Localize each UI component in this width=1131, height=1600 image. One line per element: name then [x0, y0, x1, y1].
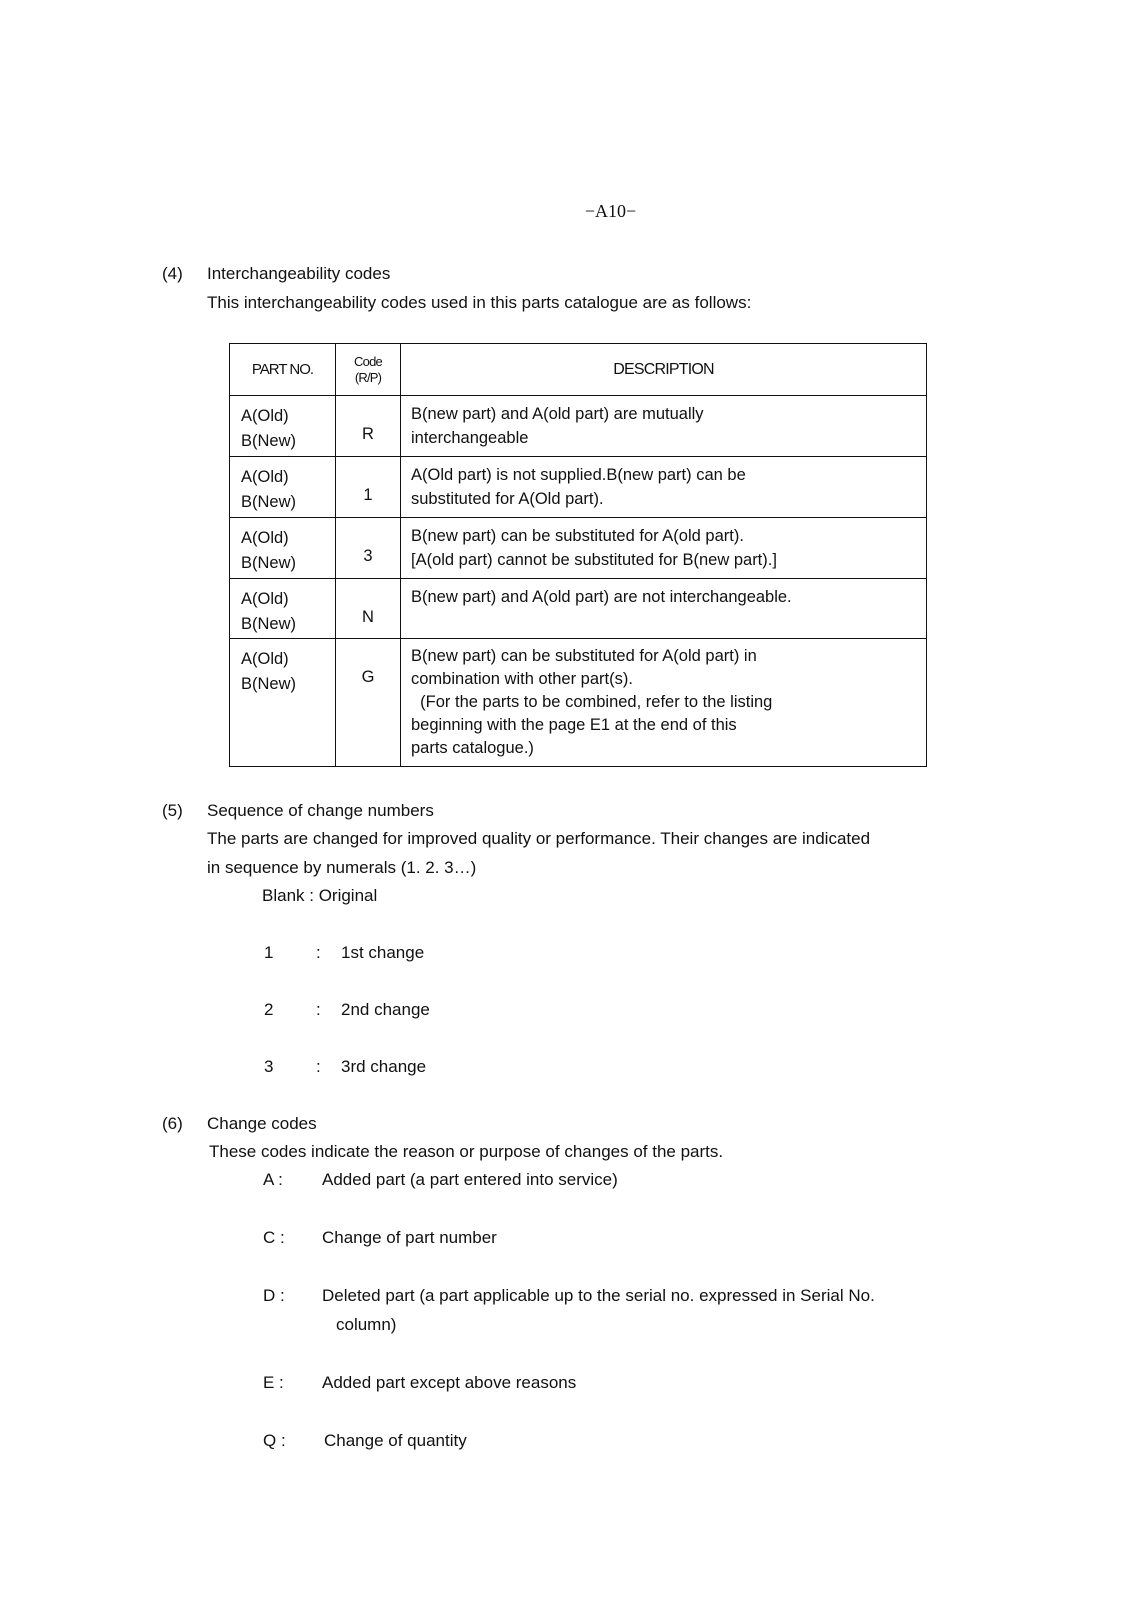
- change-number: 2: [264, 1000, 274, 1019]
- change-code-description-continued: column): [336, 1315, 397, 1334]
- code-value: 3: [363, 547, 373, 565]
- separator: :: [316, 943, 321, 962]
- change-code: D :: [263, 1286, 285, 1305]
- code-cell: [336, 518, 401, 579]
- part-cell: [230, 579, 336, 639]
- part-new: B(New): [241, 493, 297, 511]
- part-new: B(New): [241, 554, 297, 572]
- description-line: B(new part) can be substituted for A(old part).: [411, 527, 744, 545]
- header-description: DESCRIPTION: [401, 344, 927, 396]
- description-line: B(new part) and A(old part) are mutually: [411, 405, 704, 423]
- table-row: [230, 579, 927, 639]
- change-label: 3rd change: [341, 1057, 427, 1076]
- change-code-description: Deleted part (a part applicable up to the serial no. expressed in Serial No.: [322, 1286, 875, 1305]
- code-cell: [336, 396, 401, 457]
- separator: :: [316, 1057, 321, 1076]
- change-label: 2nd change: [341, 1000, 430, 1019]
- description-line: combination with other part(s).: [411, 670, 633, 688]
- section-number: (6): [162, 1114, 183, 1133]
- code-cell: [336, 457, 401, 518]
- code-cell: [336, 579, 401, 639]
- blank-original: Blank : Original: [262, 886, 378, 905]
- description-line: B(new part) and A(old part) are not interchangeable.: [411, 588, 792, 606]
- code-cell: [336, 639, 401, 767]
- header-code-top: Code: [354, 353, 382, 369]
- description-line: A(Old part) is not supplied.B(new part) can be: [411, 466, 746, 484]
- description-line: parts catalogue.): [411, 739, 534, 757]
- description-line: interchangeable: [411, 429, 529, 447]
- description-cell: [401, 639, 927, 767]
- separator: :: [316, 1000, 321, 1019]
- part-old: A(Old): [241, 529, 289, 547]
- change-label: 1st change: [341, 943, 425, 962]
- change-code: A :: [263, 1170, 283, 1189]
- part-old: A(Old): [241, 468, 289, 486]
- description-cell: [401, 457, 927, 518]
- section-body-line: The parts are changed for improved quality or performance. Their changes are indicated: [207, 829, 871, 848]
- change-code: E :: [263, 1373, 284, 1392]
- code-value: R: [362, 425, 374, 443]
- description-line: [A(old part) cannot be substituted for B(new part).]: [411, 551, 777, 569]
- change-number: 3: [264, 1057, 274, 1076]
- part-cell: [230, 457, 336, 518]
- section-intro: These codes indicate the reason or purpose of changes of the parts.: [209, 1142, 724, 1161]
- part-cell: [230, 639, 336, 767]
- header-part-no: PART NO.: [230, 344, 336, 396]
- part-cell: [230, 396, 336, 457]
- description-line: beginning with the page E1 at the end of this: [411, 716, 737, 734]
- code-value: N: [362, 608, 374, 626]
- interchangeability-table: [229, 343, 927, 767]
- change-number: 1: [264, 943, 274, 962]
- table-row: [230, 396, 927, 457]
- code-value: 1: [363, 486, 373, 504]
- description-cell: [401, 518, 927, 579]
- description-line: substituted for A(Old part).: [411, 490, 604, 508]
- change-code-description: Added part except above reasons: [322, 1373, 577, 1392]
- description-line: B(new part) can be substituted for A(old part) in: [411, 647, 757, 665]
- table-header-row: [230, 344, 927, 396]
- section-title: Interchangeability codes: [207, 264, 391, 283]
- part-new: B(New): [241, 675, 297, 693]
- change-code-description: Change of part number: [322, 1228, 497, 1247]
- description-cell: [401, 579, 927, 639]
- header-code: [336, 344, 401, 396]
- table-row: [230, 457, 927, 518]
- change-code: C :: [263, 1228, 285, 1247]
- part-cell: [230, 518, 336, 579]
- description-cell: [401, 396, 927, 457]
- description-line: (For the parts to be combined, refer to the listing: [411, 693, 773, 711]
- header-code-bottom: (R/P): [354, 369, 382, 385]
- change-code-description: Change of quantity: [324, 1431, 467, 1450]
- section-title: Change codes: [207, 1114, 317, 1133]
- table-row: [230, 518, 927, 579]
- part-new: B(New): [241, 615, 297, 633]
- section-number: (5): [162, 801, 183, 820]
- code-value: G: [361, 668, 375, 686]
- section-body-line: in sequence by numerals (1. 2. 3…): [207, 858, 477, 877]
- part-old: A(Old): [241, 590, 289, 608]
- page-number: −A10−: [584, 201, 637, 221]
- part-old: A(Old): [241, 407, 289, 425]
- section-title: Sequence of change numbers: [207, 801, 434, 820]
- table-row: [230, 639, 927, 767]
- section-number: (4): [162, 264, 183, 283]
- part-new: B(New): [241, 432, 297, 450]
- part-old: A(Old): [241, 650, 289, 668]
- section-intro: This interchangeability codes used in this parts catalogue are as follows:: [207, 293, 752, 312]
- change-code-description: Added part (a part entered into service): [322, 1170, 618, 1189]
- change-code: Q :: [263, 1431, 286, 1450]
